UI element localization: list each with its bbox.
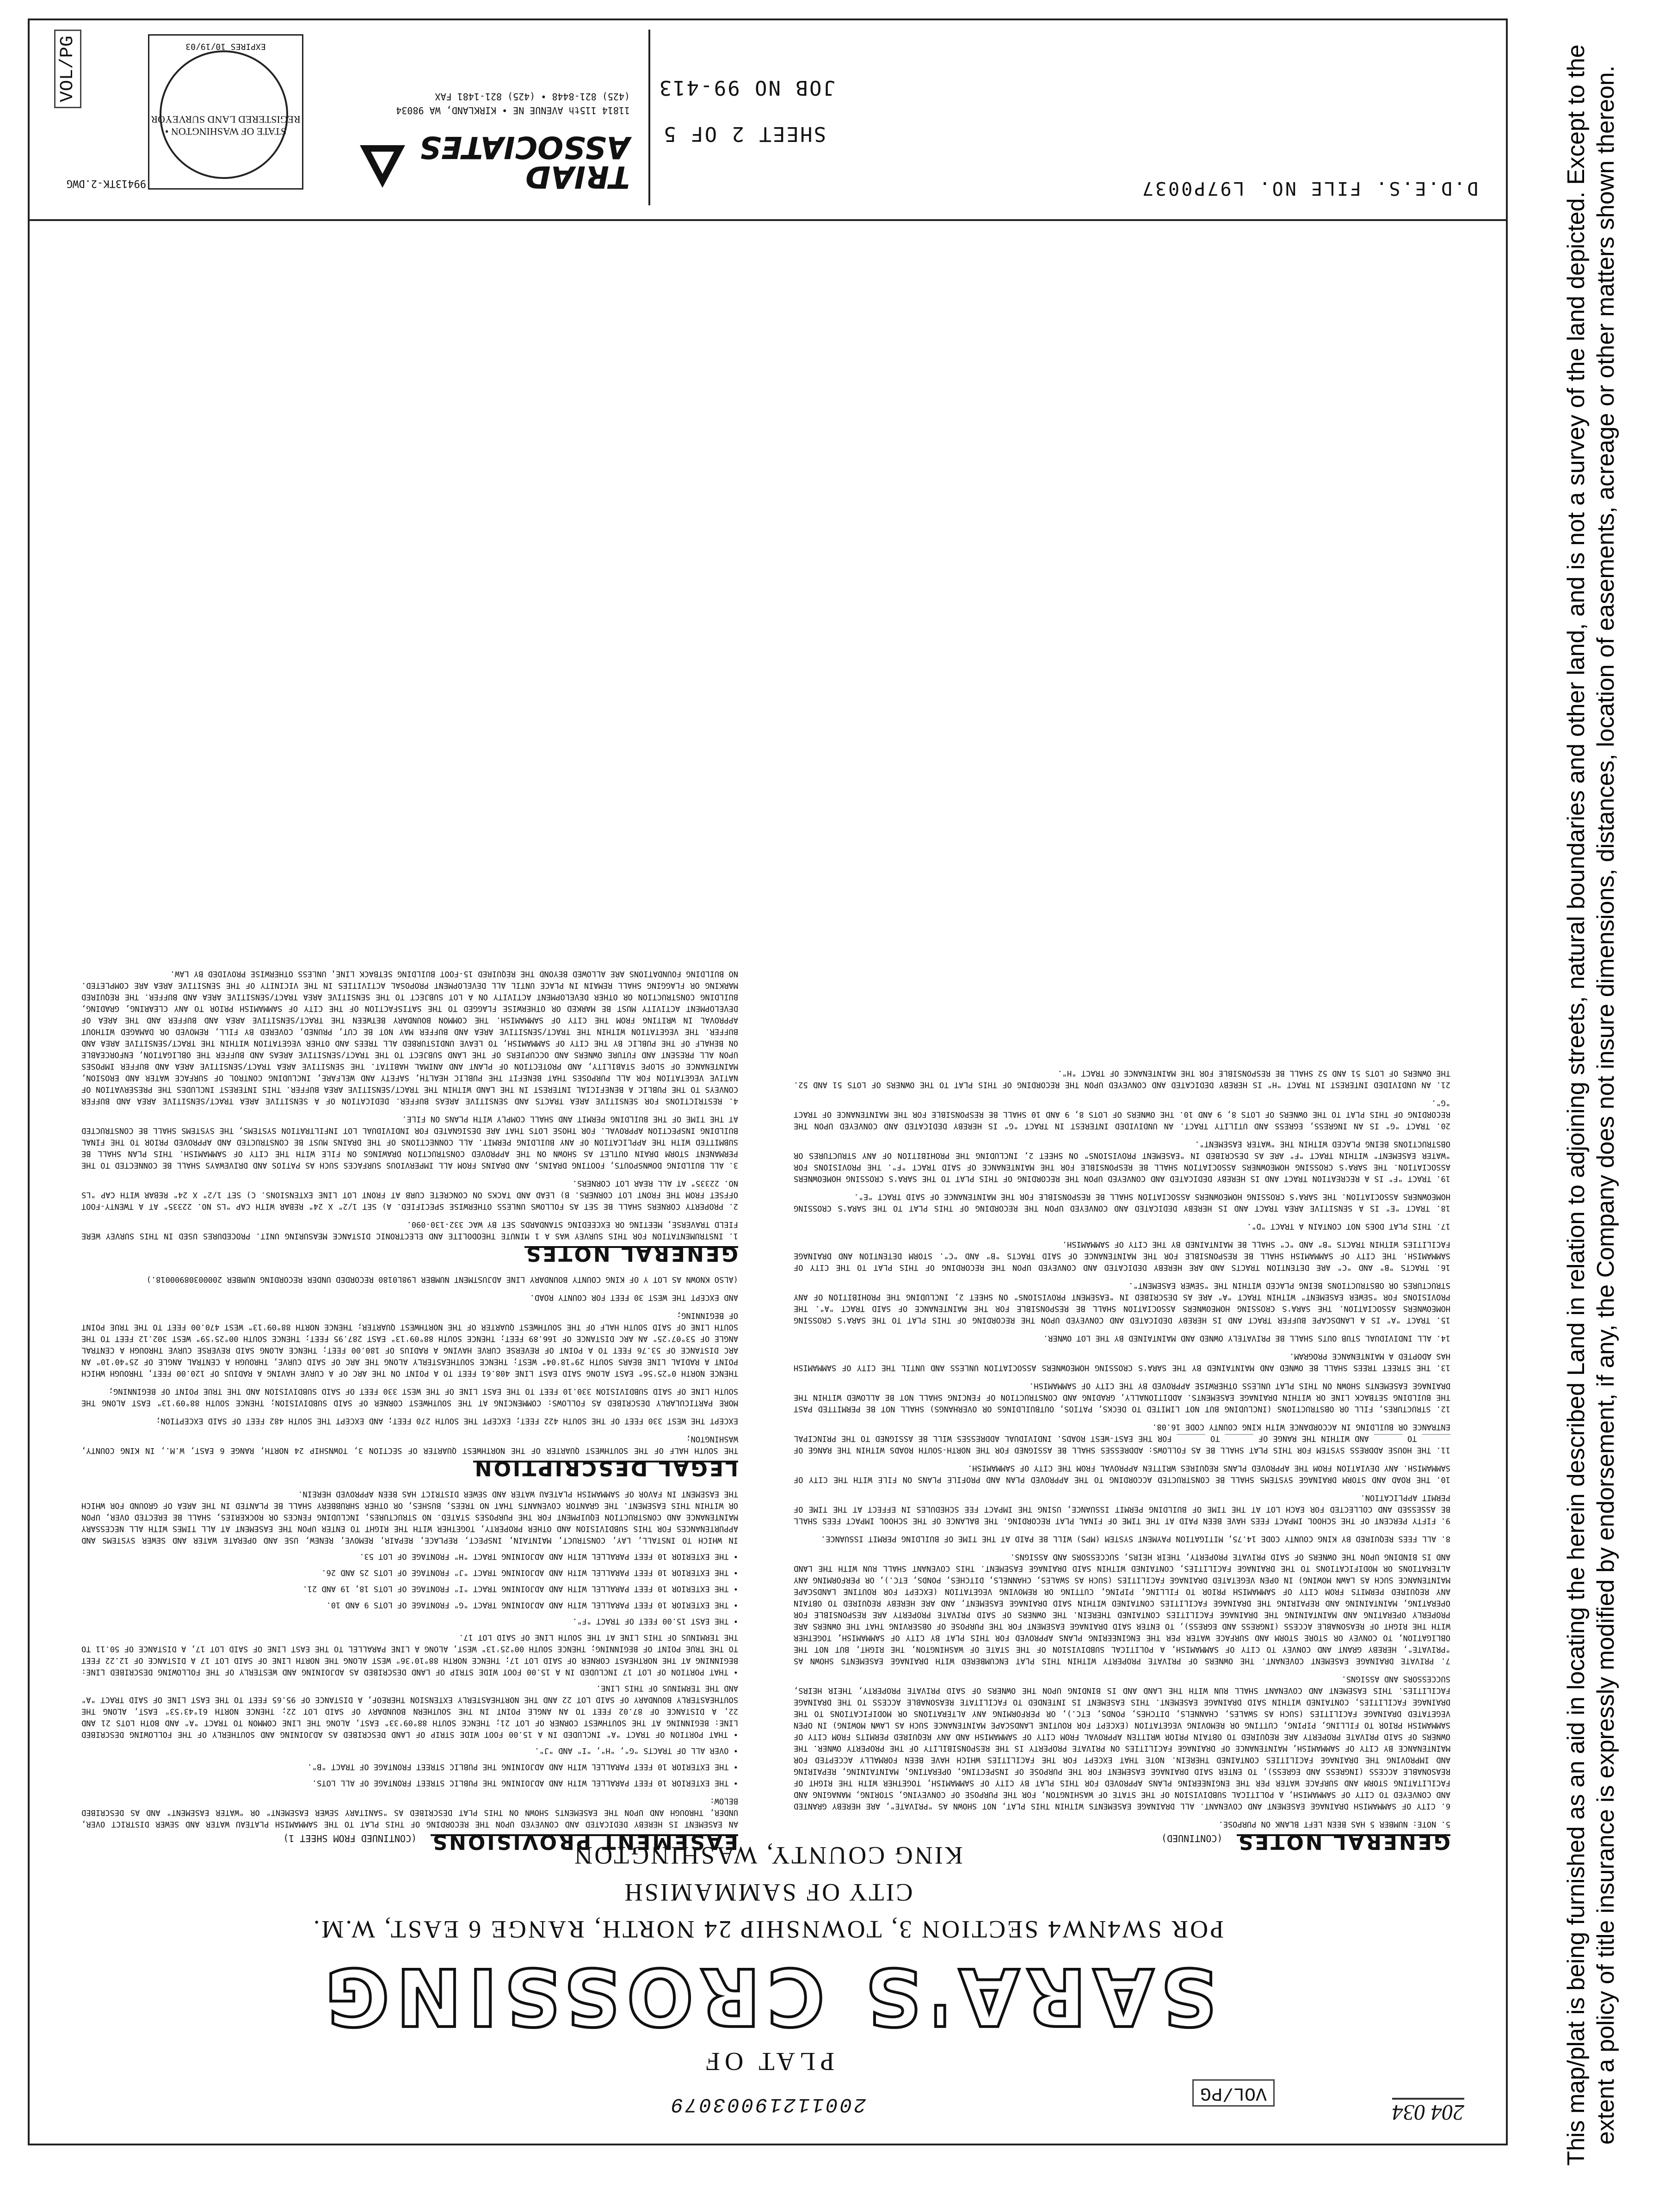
note-paragraph: 14. ALL INDIVIDUAL STUB OUTS SHALL BE PRIVATELY OWNED AND MAINTAINED BY THE LOT OWNER.	[1043, 1333, 1450, 1343]
legal-paragraph: THE SOUTH HALF OF THE SOUTHWEST QUARTER OF THE NORTHWEST QUARTER OF SECTION 3, TOWNSHIP 24 NORTH, RANGE 6 EAST, W.M., IN KING COUNTY, WASHINGTON;	[81, 1434, 738, 1455]
note-paragraph: 8. ALL FEES REQUIRED BY KING COUNTY CODE 14.75, MITIGATION PAYMENT SYSTEM (MPS) WILL BE PAID AT THE TIME OF BUILDING PERMIT ISSUANCE.	[820, 1534, 1450, 1543]
easement-bullet: • THE EXTERIOR 10 FEET PARALLEL WITH AND ADJOINING TRACT "G" FRONTAGE OF LOTS 9 AND 10.	[326, 1600, 738, 1610]
easement-bullet: • THE EAST 15.00 FEET OF TRACT "F".	[572, 1616, 738, 1626]
city-line: CITY OF SAMMAMISH	[623, 1879, 913, 1906]
firm-name: TRIAD ASSOCIATES	[419, 129, 630, 195]
vol-pg-box-footer: VOL/PG	[54, 30, 81, 108]
easement-bullet: • THAT PORTION OF TRACT "A" INCLUDED IN A 15.00 FOOT WIDE STRIP OF LAND DESCRIBED AS ADJOINING AND SOUTHERLY OF THE FOLLOWING DESCRIBED LINE: BEGINNING AT THE SOUTHWEST CORNER OF LOT 21; THENCE SOUTH 88°09'33" EAST, ALONG THE LINE COMMON TO TRACT "A" AND BOTH LOTS 21 AND 22, A DISTANCE OF 87.02 FEET TO AN ANGLE POINT IN THE SOUTHERN BOUNDARY OF SAID LOT 22; THENCE NORTH 61°43'53" EAST, ALONG THE SOUTHEASTERLY BOUNDARY OF SAID LOT 22 AND THE NORTHEASTERLY EXTENSION THEREOF, A DISTANCE OF 95.65 FEET TO THE EAST LINE OF SAID TRACT "A" AND THE TERMINUS OF THIS LINE.	[81, 1684, 738, 1739]
easement-intro: AN EASEMENT IS HEREBY DEDICATED AND CONVEYED UPON THE RECORDING OF THIS PLAT TO THE SAMMAMISH PLATEAU WATER AND SEWER DISTRICT OVER, UNDER, THROUGH AND UPON THE EASEMENTS SHOWN ON THIS PLAT DESCRIBED AS "SANITARY SEWER EASEMENT" OR "WATER EASEMENT" AND AS DESCRIBED BELOW:	[81, 1796, 738, 1829]
easement-bullet: • THE EXTERIOR 10 FEET PARALLEL WITH AND ADJOINING TRACT "I" FRONTAGE OF LOTS 18, 19 AND 21.	[302, 1584, 738, 1593]
note-paragraph: 21. AN UNDIVIDED INTEREST IN TRACT "H" IS HEREBY DEDICATED AND CONVEYED UPON THE RECORDING OF THIS PLAT TO THE OWNERS OF LOTS 51 AND 52. THE OWNERS OF LOTS 51 AND 52 SHALL BE RESPONSIBLE FOR THE MAINTENANCE OF TRACT "H".	[794, 1069, 1450, 1089]
legal-paragraph: AND EXCEPT THE WEST 30 FEET FOR COUNTY ROAD.	[530, 1293, 738, 1302]
easement-bullet: • THAT PORTION OF LOT 17 INCLUDED IN A 15.00 FOOT WIDE STRIP OF LAND DESCRIBED AS ADJOINING AND WESTERLY OF THE FOLLOWING DESCRIBED LINE: BEGINNING AT THE NORTHEAST CORNER OF SAID LOT 17; THENCE NORTH 88°10'36" WEST ALONG THE NORTH LINE OF SAID LOT 17 A DISTANCE OF 12.22 FEET TO THE TRUE POINT OF BEGINNING; THENCE SOUTH 00°25'13" WEST, ALONG A LINE PARALLEL TO THE EAST LINE OF SAID LOT 17, A DISTANCE OF 50.11 TO THE TERMINUS OF THIS LINE AT THE SOUTH LINE OF SAID LOT 17.	[81, 1633, 738, 1677]
plat-of-label: PLAT OF	[701, 2047, 835, 2076]
plat-header	[30, 1839, 1506, 2116]
note-paragraph: 11. THE HOUSE ADDRESS SYSTEM FOR THIS PLAT SHALL BE AS FOLLOWS: ADDRESSES SHALL BE ASSIGNED FOR THE NORTH-SOUTH ROADS WITHIN THE RANGE OF ______ TO ______ AND WITHIN THE RANGE OF ______ TO ______ FOR THE EAST-WEST ROADS. INDIVIDUAL ADDRESSES WILL BE ASSIGNED TO THE PRINCIPAL ENTRANCE OR BUILDING IN ACCORDANCE WITH KING COUNTY CODE 16.08.	[794, 1422, 1450, 1455]
general-notes-continued	[794, 1061, 1450, 1854]
legal-paragraph: EXCEPT THE WEST 330 FEET OF THE SOUTH 422 FEET; EXCEPT THE SOUTH 270 FEET; AND EXCEPT THE SOUTH 482 FEET OF SAID EXCEPTION;	[156, 1416, 738, 1426]
note-paragraph: 18. TRACT "E" IS A SENSITIVE AREA TRACT AND IS HEREBY DEDICATED AND CONVEYED UPON THE RECORDING OF THIS PLAT TO THE SARA'S CROSSING HOMEOWNERS ASSOCIATION. THE SARA'S CROSSING HOMEOWNERS ASSOCIATION SHALL BE RESPONSIBLE FOR THE MAINTENANCE OF SAID TRACT "E".	[794, 1192, 1450, 1213]
location-line: POR SW4NW4 SECTION 3, TOWNSHIP 24 NORTH, RANGE 6 EAST, W.M.	[311, 1916, 1224, 1943]
note-paragraph: 3. ALL BUILDING DOWNSPOUTS, FOOTING DRAINS, AND DRAINS FROM ALL IMPERVIOUS SURFACES SUCH AS PATIOS AND DRIVEWAYS SHALL BE CONNECTED TO THE PERMANENT STORM DRAIN OUTLET AS SHOWN ON THE APPROVED CONSTRUCTION DRAWINGS ON FILE WITH THE CITY OF SAMMAMISH. THIS PLAN SHALL BE SUBMITTED WITH THE APPLICATION OF ANY BUILDING PERMIT. ALL CONNECTIONS OF THE DRAINS MUST BE CONSTRUCTED AND APPROVED PRIOR TO THE FINAL BUILDING INSPECTION APPROVAL. FOR THOSE LOTS THAT ARE DESIGNATED FOR INDIVIDUAL LOT INFILTRATION SYSTEMS, THE SYSTEMS SHALL BE CONSTRUCTED AT THE TIME OF THE BUILDING PERMIT AND SHALL COMPLY WITH PLANS ON FILE.	[81, 1114, 738, 1170]
note-paragraph: 5. NOTE: NUMBER 5 HAS BEEN LEFT BLANK ON PURPOSE.	[1218, 1819, 1450, 1829]
note-paragraph: 12. STRUCTURES, FILL OR OBSTRUCTIONS (INCLUDING BUT NOT LIMITED TO DECKS, PATIOS, OUTBUILDINGS OR OVERHANGS) SHALL NOT BE PERMITTED PAST THE BUILDING SETBACK LINE OR WITHIN DRAINAGE EASEMENTS. ADDITIONALLY, GRADING AND CONSTRUCTION OF FENCING SHALL NOT BE ALLOWED WITHIN THE DRAINAGE EASEMENTS SHOWN ON THIS PLAT UNLESS OTHERWISE APPROVED BY THE CITY OF SAMMAMISH.	[794, 1381, 1450, 1413]
legal-paragraph: MORE PARTICULARLY DESCRIBED AS FOLLOWS: COMMENCING AT THE SOUTHWEST CORNER OF SAID SUBDIVISION; THENCE SOUTH 88°09'13" EAST ALONG THE SOUTH LINE OF SAID SUBDIVISION 330.10 FEET TO THE EAST LINE OF THE WEST 330 FEET OF SAID SUBDIVISION AND THE TRUE POINT OF BEGINNING;	[81, 1387, 738, 1407]
general-notes-title: GENERAL NOTES	[524, 1242, 738, 1266]
ddes-file-number: D.D.E.S. FILE NO. L97P0037	[1140, 178, 1478, 199]
easement-bullet: • OVER ALL OF TRACTS "G", "H", "I" AND "J".	[534, 1746, 738, 1755]
right-column	[81, 961, 738, 1854]
note-paragraph: 20. TRACT "G" IS AN INGRESS, EGRESS AND UTILITY TRACT. AN UNDIVIDED INTEREST IN TRACT "G" IS HEREBY DEDICATED AND CONVEYED UPON THE RECORDING OF THIS PLAT TO THE OWNERS OF LOTS 8, 9 AND 10. THE OWNERS OF LOTS 8, 9 AND 10 SHALL BE RESPONSIBLE FOR THE MAINTENANCE OF TRACT "G".	[794, 1098, 1450, 1131]
note-paragraph: 7. PRIVATE DRAINAGE EASEMENT COVENANT. THE OWNERS OF PRIVATE PROPERTY WITHIN THIS PLAT ENCUMBERED WITH DRAINAGE EASEMENTS SHOWN AS "PRIVATE", HEREBY GRANT AND CONVEY TO CITY OF SAMMAMISH, A POLITICAL SUBDIVISION OF THE STATE OF WASHINGTON, THE RIGHT, BUT NOT THE OBLIGATION, TO CONVEY OR STORE STORM AND SURFACE WATER PER THE ENGINEERING PLANS APPROVED FOR THIS PLAT BY CITY OF SAMMAMISH, TOGETHER WITH THE RIGHT OF REASONABLE ACCESS (INGRESS AND EGRESS), TO ENTER SAID DRAINAGE EASEMENT FOR THE PURPOSE OF OBSERVING THAT THE OWNERS ARE PROPERLY OPERATING AND MAINTAINING THE DRAINAGE FACILITIES CONTAINED THEREIN. THE OWNERS OF SAID PRIVATE PROPERTY ARE RESPONSIBLE FOR OPERATING, MAINTAINING AND REPAIRING THE DRAINAGE FACILITIES CONTAINED WITHIN SAID DRAINAGE EASEMENT, AND ARE HEREBY REQUIRED TO OBTAIN ANY REQUIRED PERMITS FROM CITY OF SAMMAMISH PRIOR TO FILLING, PIPING, CUTTING OR REMOVING VEGETATION (EXCEPT FOR ROUTINE LANDSCAPE MAINTENANCE SUCH AS LAWN MOWING) IN OPEN VEGETATED DRAINAGE FACILITIES (SUCH AS SWALES, CHANNELS, DITCHES, PONDS, ETC.), OR PERFORMING ANY ALTERATIONS OR MODIFICATIONS TO THE DRAINAGE FACILITIES, CONTAINED WITHIN SAID DRAINAGE EASEMENT. THIS COVENANT SHALL RUN WITH THE LAND AND IS BINDING UPON THE OWNERS OF SAID PRIVATE PROPERTY, THEIR HEIRS, SUCCESSORS AND ASSIGNS.	[794, 1552, 1450, 1665]
legal-description-title: LEGAL DESCRIPTION	[473, 1456, 738, 1480]
handwritten-page-number: 204 034	[1392, 2098, 1464, 2125]
seal-text: STATE OF WASHINGTON • REGISTERED LAND SURVEYOR	[151, 114, 301, 137]
note-paragraph: 19. TRACT "F" IS A RECREATION TRACT AND IS HEREBY DEDICATED AND CONVEYED UPON THE RECORDING OF THIS PLAT TO THE SARA'S CROSSING HOMEOWNERS ASSOCIATION. THE SARA'S CROSSING HOMEOWNERS ASSOCIATION SHALL BE RESPONSIBLE FOR THE MAINTENANCE OF SAID TRACT "F". THE PROVISIONS FOR "WATER EASEMENT" WITHIN TRACT "F" ARE AS DESCRIBED IN "EASEMENT PROVISIONS" ON SHEET 2, INCLUDING THE PROHIBITION OF ANY STRUCTURES OR OBSTRUCTIONS BEING PLACED WITHIN THE "WATER EASEMENT".	[794, 1139, 1450, 1183]
note-paragraph: 2. PROPERTY CORNERS SHALL BE SET AS FOLLOWS UNLESS OTHERWISE SPECIFIED. A) SET 1/2" X 24" REBAR WITH CAP "LS NO. 22335" AT A TWENTY-FOOT OFFSET FROM THE FRONT LOT CORNERS. B) LEAD AND TACKS ON CONCRETE CURB AT FRONT LOT LINE EXTENSIONS. C) SET 1/2" X 24" REBAR WITH CAP "LS NO. 22335" AT ALL REAR LOT CORNERS.	[81, 1179, 738, 1211]
legal-paragraph: THENCE NORTH 0°25'56" EAST ALONG SAID EAST LINE 408.61 FEET TO A POINT ON THE ARC OF A CURVE HAVING A RADIUS OF 120.00 FEET, THROUGH WHICH POINT A RADIAL LINE BEARS SOUTH 29°18'04" WEST; THENCE SOUTHEASTERLY ALONG THE ARC OF SAID CURVE, THROUGH A CENTRAL ANGLE OF 25°40'10" AN ARC DISTANCE OF 53.76 FEET TO A POINT OF REVERSE CURVE HAVING A RADIUS OF 180.00 FEET; THENCE ALONG SAID REVERSE CURVE THROUGH A CENTRAL ANGLE OF 53°07'25" AN ARC DISTANCE OF 166.89 FEET; THENCE SOUTH 88°09'13" EAST 287.95 FEET; THENCE SOUTH 00°25'59" WEST 302.12 FEET TO THE SOUTH LINE OF SAID SOUTH HALF OF THE SOUTHWEST QUARTER OF THE NORTHWEST QUARTER; THENCE NORTH 88°09'13" WEST 470.00 FEET TO THE TRUE POINT OF BEGINNING;	[81, 1311, 738, 1378]
sheet-number: SHEET 2 OF 5	[662, 122, 826, 146]
note-paragraph: 4. RESTRICTIONS FOR SENSITIVE AREA TRACTS AND SENSITIVE AREAS BUFFER. DEDICATION OF A SENSITIVE AREA TRACT/SENSITIVE AREA AND BUFFER CONVEYS TO THE PUBLIC A BENEFICIAL INTEREST IN THE LAND WITHIN THE TRACT/SENSITIVE AREA BUFFER. THIS INTEREST INCLUDES THE PRESERVATION OF NATIVE VEGETATION FOR ALL PURPOSES THAT BENEFIT THE PUBLIC HEALTH, SAFETY AND WELFARE, INCLUDING CONTROL OF SURFACE WATER AND EROSION, MAINTENANCE OF SLOPE STABILITY, AND PROTECTION OF PLANT AND ANIMAL HABITAT. THE SENSITIVE AREA TRACT/SENSITIVE AREA AND BUFFER IMPOSES UPON ALL PRESENT AND FUTURE OWNERS AND OCCUPIERS OF THE LAND SUBJECT TO THE TRACT/SENSITIVE AREAS AND BUFFER THE OBLIGATION, ENFORCEABLE ON BEHALF OF THE PUBLIC BY THE CITY OF SAMMAMISH, TO LEAVE UNDISTURBED ALL TREES AND OTHER VEGETATION WITHIN THE TRACT/SENSITIVE AREA AND BUFFER. THE VEGETATION WITHIN THE TRACT/SENSITIVE AREA AND BUFFER MAY NOT BE CUT, PRUNED, COVERED BY FILL, REMOVED OR DAMAGED WITHOUT APPROVAL IN WRITING FROM THE CITY OF SAMMAMISH. THE COMMON BOUNDARY BETWEEN THE TRACT/SENSITIVE AREA AND BUFFER AND THE AREA OF DEVELOPMENT ACTIVITY MUST BE MARKED OR OTHERWISE FLAGGED TO THE SATISFACTION OF THE CITY OF SAMMAMISH PRIOR TO ANY CLEARING, GRADING, BUILDING CONSTRUCTION OR OTHER DEVELOPMENT ACTIVITY ON A LOT SUBJECT TO THE SENSITIVE AREA TRACT/SENSITIVE AREA AND BUFFER. THE REQUIRED MARKING OR FLAGGING SHALL REMAIN IN PLACE UNTIL ALL DEVELOPMENT PROPOSAL ACTIVITIES IN THE VICINITY OF THE SENSITIVE AREA ARE COMPLETED. NO BUILDING FOUNDATIONS ARE ALLOWED BEYOND THE REQUIRED 15-FOOT BUILDING SETBACK LINE, UNLESS OTHERWISE PROVIDED BY LAW.	[81, 969, 738, 1106]
note-paragraph: 1. INSTRUMENTATION FOR THIS SURVEY WAS A 1 MINUTE THEODOLITE AND ELECTRONIC DISTANCE MEASURING UNIT. PROCEDURES USED IN THIS SURVEY WERE FIELD TRAVERSE, MEETING OR EXCEEDING STANDARDS SET BY WAC 332-130-090.	[81, 1220, 738, 1241]
firm-block	[334, 30, 650, 205]
note-paragraph: 9. FIFTY PERCENT OF THE SCHOOL IMPACT FEES HAVE BEEN PAID AT THE TIME OF FINAL PLAT RECORDING. THE BALANCE OF THE SCHOOL IMPACT FEES SHALL BE ASSESSED AND COLLECTED FOR EACH LOT AT THE TIME OF BUILDING PERMIT ISSUANCE, USING THE IMPACT FEE SCHEDULES IN EFFECT AT THE TIME OF PERMIT APPLICATION.	[794, 1493, 1450, 1525]
note-paragraph: 15. TRACT "A" IS A LANDSCAPE BUFFER TRACT AND IS HEREBY DEDICATED AND CONVEYED UPON THE RECORDING OF THIS PLAT TO THE SARA'S CROSSING HOMEOWNERS ASSOCIATION. THE SARA'S CROSSING HOMEOWNERS ASSOCIATION SHALL BE RESPONSIBLE FOR THE MAINTENANCE OF SAID TRACT "A". THE PROVISIONS FOR "SEWER EASEMENT" WITHIN TRACT "A" ARE AS DESCRIBED IN "EASEMENT PROVISIONS" ON SHEET 2, INCLUDING THE PROHIBITION OF ANY STRUCTURES OR OBSTRUCTIONS BEING PLACED WITHIN THE "SEWER EASEMENT".	[794, 1281, 1450, 1325]
firm-address-line: 11814 115th AVENUE NE • KIRKLAND, WA 98034	[396, 105, 630, 116]
vol-pg-box: VOL/PG	[1192, 2079, 1275, 2107]
plat-title: SARA'S CROSSING	[318, 1950, 1217, 2042]
note-paragraph: 17. THIS PLAT DOES NOT CONTAIN A TRACT "D".	[1246, 1222, 1450, 1231]
recording-number: 20011219003079	[669, 2093, 866, 2116]
title-block	[30, 20, 1506, 221]
general-notes-continued-title: GENERAL NOTES	[1236, 1830, 1450, 1854]
seal-expiration: EXPIRES 10/19/03	[185, 42, 266, 51]
title-disclaimer-strip	[1536, 18, 1646, 2192]
note-paragraph: 13. THE STREET TREES SHALL BE OWNED AND MAINTAINED BY THE SARA'S CROSSING HOMEOWNERS ASSOCIATION UNLESS AND UNTIL THE CITY OF SAMMAMISH HAS ADOPTED A MAINTENANCE PROGRAM.	[794, 1352, 1450, 1372]
easement-bullet: • THE EXTERIOR 10 FEET PARALLEL WITH AND ADJOINING THE PUBLIC STREET FRONTAGE OF ALL LOTS.	[312, 1778, 738, 1788]
title-disclaimer: This map/plat is being furnished as an aid in locating the herein described Land in relation to adjoining streets, natural boundaries and other land, and is not a survey of the land depicted. Except to the extent a policy of title insurance is expressly modified by endorsement, if any, the Company does not insure dimensions, distances, location of easements, acreage or other matters shown thereon.	[1563, 44, 1619, 2166]
general-notes-continued-subtitle: (CONTINUED)	[1161, 1833, 1223, 1844]
firm-address	[396, 90, 630, 117]
triad-logo-icon	[357, 141, 408, 191]
note-paragraph: 10. THE ROAD AND STORM DRAINAGE SYSTEMS SHALL BE CONSTRUCTED ACCORDING TO THE APPROVED PLAN AND PROFILE PLANS ON FILE WITH THE CITY OF SAMMAMISH. ANY DEVIATION FROM THE APPROVED PLANS REQUIRES WRITTEN APPROVAL FROM THE CITY OF SAMMAMISH.	[794, 1463, 1450, 1484]
easement-bullet: • THE EXTERIOR 10 FEET PARALLEL WITH AND ADJOINING THE PUBLIC STREET FRONTAGE OF TRACT "B".	[307, 1762, 738, 1771]
surveyor-seal	[148, 34, 303, 190]
legal-paragraph: (ALSO KNOWN AS LOT Y OF KING COUNTY BOUNDARY LINE ADJUSTMENT NUMBER L98L0180 RECORDED UNDER RECORDING NUMBER 20000308900018.)	[146, 1275, 738, 1284]
plat-sheet	[28, 18, 1508, 2145]
note-paragraph: 16. TRACTS "B" AND "C" ARE DETENTION TRACTS AND ARE HEREBY DEDICATED AND CONVEYED UPON THE RECORDING OF THIS PLAT TO THE CITY OF SAMMAMISH. THE CITY OF SAMMAMISH SHALL BE RESPONSIBLE FOR THE MAINTENANCE OF SAID TRACTS "B" AND "C". STORM DETENTION AND DRAINAGE FACILITIES WITHIN TRACTS "B" AND "C" SHALL BE MAINTAINED BY THE CITY OF SAMMAMISH.	[794, 1240, 1450, 1272]
easement-provisions-subtitle: (CONTINUED FROM SHEET 1)	[283, 1833, 417, 1844]
easement-bullet: • THE EXTERIOR 10 FEET PARALLEL WITH AND ADJOINING TRACT "J" FRONTAGE OF LOTS 25 AND 26.	[321, 1568, 738, 1577]
easement-provisions-title: EASEMENT PROVISIONS	[431, 1830, 738, 1854]
job-number: JOB NO 99-413	[658, 76, 835, 99]
note-paragraph: 6. CITY OF SAMMAMISH DRAINAGE EASEMENT AND COVENANT. ALL DRAINAGE EASEMENTS WITHIN THIS PLAT, NOT SHOWN AS "PRIVATE", ARE HEREBY GRANTED AND CONVEYED TO CITY OF SAMMAMISH, A POLITICAL SUBDIVISION OF THE STATE OF WASHINGTON, FOR THE PURPOSE OF CONVEYING, STORING, MANAGING AND FACILITATING STORM AND SURFACE WATER PER THE ENGINEERING PLANS APPROVED FOR THIS PLAT BY CITY OF SAMMAMISH, TOGETHER WITH THE RIGHT OF REASONABLE ACCESS (INGRESS AND EGRESS), TO ENTER SAID DRAINAGE EASEMENT FOR THE PURPOSE OF INSPECTING, OPERATING, MAINTAINING, REPAIRING AND IMPROVING THE DRAINAGE FACILITIES CONTAINED THEREIN. NOTE THAT EXCEPT FOR THE FACILITIES WHICH HAVE BEEN FORMALLY ACCEPTED FOR MAINTENANCE BY CITY OF SAMMAMISH, MAINTENANCE OF DRAINAGE FACILITIES ON PRIVATE PROPERTY IS THE RESPONSIBILITY OF THE PROPERTY OWNER. THE OWNERS OF SAID PRIVATE PROPERTY ARE REQUIRED TO OBTAIN PRIOR WRITTEN APPROVAL FROM CITY OF SAMMAMISH AND ANY REQUIRED PERMITS FROM CITY OF SAMMAMISH PRIOR TO FILLING, PIPING, CUTTING OR REMOVING VEGETATION (EXCEPT FOR ROUTINE LANDSCAPE MAINTENANCE SUCH AS LAWN MOWING) IN OPEN VEGETATED DRAINAGE FACILITIES (SUCH AS SWALES, CHANNELS, DITCHES, PONDS, ETC.), OR PERFORMING ANY ALTERATIONS OR MODIFICATIONS TO THE DRAINAGE FACILITIES, CONTAINED WITHIN SAID DRAINAGE EASEMENT. THIS EASEMENT IS INTENDED TO FACILITATE REASONABLE ACCESS TO THE DRAINAGE FACILITIES. THIS EASEMENT AND COVENANT SHALL RUN WITH THE LAND AND IS BINDING UPON THE OWNERS OF SAID PRIVATE PROPERTY, THEIR HEIRS, SUCCESSORS AND ASSIGNS.	[794, 1674, 1450, 1811]
easement-bullet: • THE EXTERIOR 10 FEET PARALLEL WITH AND ADJOINING TRACT "H" FRONTAGE OF LOT 53.	[359, 1552, 738, 1561]
county-line: KING COUNTY, WASHINGTON	[573, 1842, 963, 1869]
firm-phone-line: (425) 821-8448 • (425) 821-1481 FAX	[435, 91, 630, 102]
drawing-file-name: 99413TK-2.DWG	[66, 178, 146, 189]
easement-closing: IN WHICH TO INSTALL, LAY, CONSTRUCT, MAINTAIN, INSPECT, REPLACE, REPAIR, REMOVE, RENEW, USE AND OPERATE WATER AND SEWER SYSTEMS AND APPURTENANCES FOR THIS SUBDIVISION AND OTHER PROPERTY, TOGETHER WITH THE RIGHT TO ENTER UPON THE EASEMENT AT ALL TIMES WITH ALL NECESSARY MAINTENANCE AND CONSTRUCTION EQUIPMENT FOR THE PURPOSES STATED. NO STRUCTURES, INCLUDING FENCES OR ROCKERIES, SHALL BE ERECTED OVER, UPON OR WITHIN THIS EASEMENT. THE GRANTOR COVENANTS THAT NO TREES, BUSHES, OR OTHER SHRUBBERY SHALL BE PLANTED IN THE AREA OF GROUND FOR WHICH THE EASEMENT IN FAVOR OF SAMMAMISH PLATEAU WATER AND SEWER DISTRICT HAS BEEN APPROVED HEREIN.	[81, 1489, 738, 1545]
